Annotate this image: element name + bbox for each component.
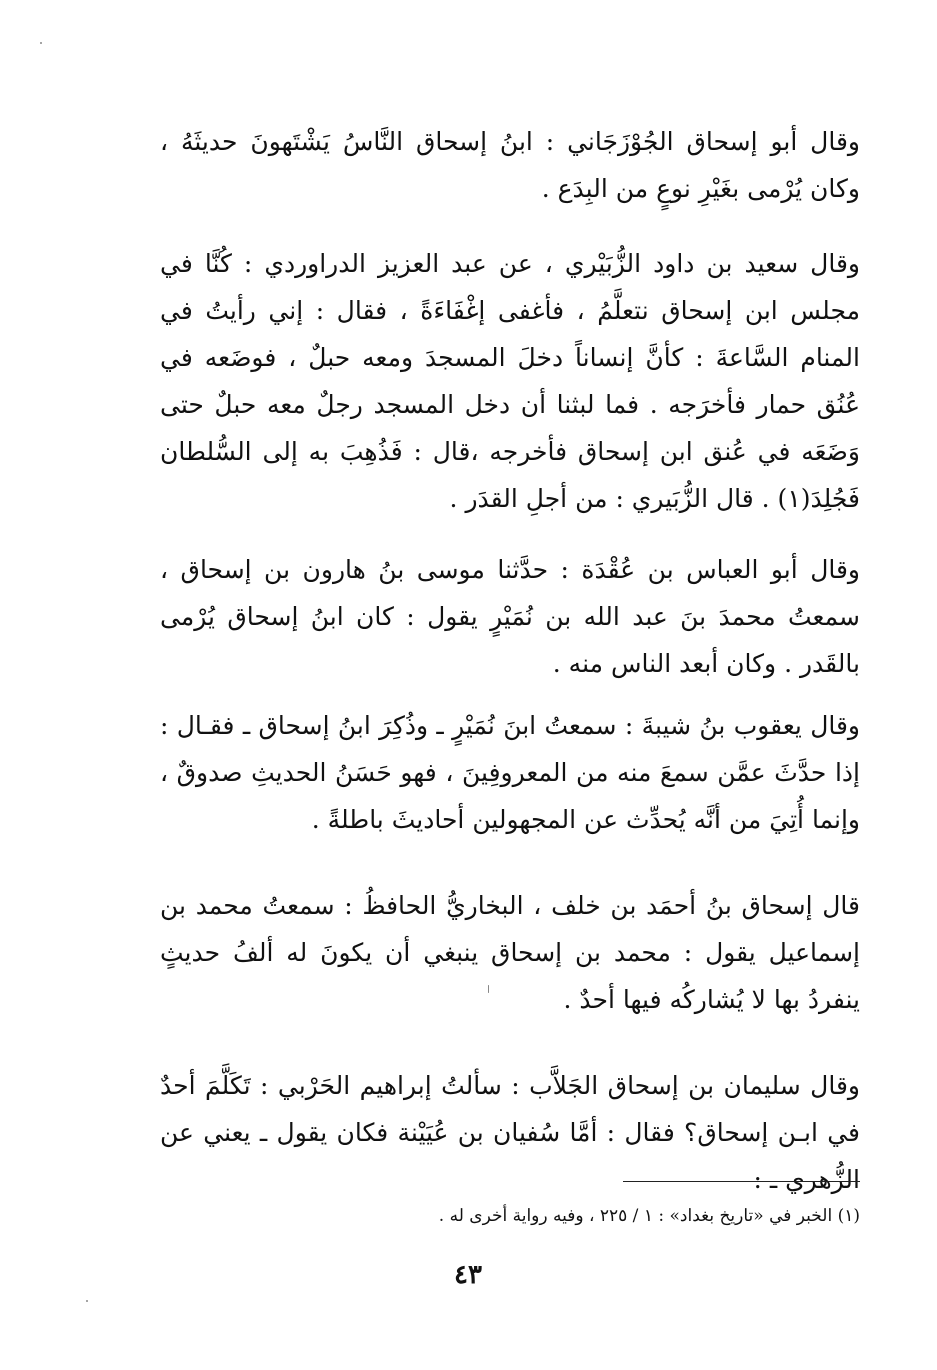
- scan-speck: [40, 42, 42, 44]
- paragraph-text: وقال سليمان بن إسحاق الجَلاَّب : سألتُ إبراهيم الحَرْبي : تَكَلَّمَ أحدٌ في ابـن إسحاق؟ فقال : أمَّا سُفيان بن عُيَيْنة فكان يقول ـ يعني عن الزُّهري ـ :: [160, 1071, 860, 1194]
- body-paragraph: [160, 546, 860, 687]
- page-number: ٤٣: [454, 1260, 482, 1290]
- footnote: (١) الخبر في «تاريخ بغداد» : ١ / ٢٢٥ ، وفيه رواية أخرى له .: [438, 1206, 860, 1226]
- paragraph-text: وقال يعقوب بنُ شيبةَ : سمعتُ ابنَ نُمَيْرٍ ـ وذُكِرَ ابنُ إسحاق ـ فقـال : إذا حدَّثَ عمَّن سمعَ منه من المعروفِينَ ، فهو حَسَنُ الحديثِ صدوقٌ ، وإنما أُتِيَ من أنَّه يُحدِّث عن المجهولين أحاديثَ باطلةً .: [160, 711, 860, 834]
- body-paragraph: [160, 118, 860, 212]
- body-paragraph: [160, 702, 860, 843]
- body-paragraph: [160, 240, 860, 522]
- paragraph-text: وقال سعيد بن داود الزُّبَيْري ، عن عبد العزيز الدراوردي : كُنَّا في مجلس ابن إسحاق نتعلَّمُ ، فأغفى إغْفَاءَةً ، فقال : إني رأيتُ في المنام السَّاعةَ : كأنَّ إنساناً دخلَ المسجدَ ومعه حبلٌ ، فوضَعه في عُنُق حمار فأخرَجه . فما لبثنا أن دخل المسجد رجلٌ معه حبلٌ حتى وَضَعَه في عُنق ابن إسحاق فأخرجه ،قال : فَذُهِبَ به إلى السُّلطان فَجُلِدَ(١) . قال الزُّبَيري : من أجلِ القدَر .: [160, 249, 860, 513]
- paragraph-text: قال إسحاق بنُ أحمَد بن خلف ، البخاريُّ الحافظُ : سمعتُ محمد بن إسماعيل يقول : محمد بن إسحاق ينبغي أن يكونَ له ألفُ حديثٍ ينفردُ بها لا يُشاركُه فيها أحدٌ .: [160, 891, 860, 1014]
- paragraph-text: وقال أبو العباس بن عُقْدَة : حدَّثنا موسى بنُ هارون بن إسحاق ، سمعتُ محمدَ بنَ عبد الله بن نُمَيْرٍ يقول : كان ابنُ إسحاق يُرْمى بالقَدر . وكان أبعد الناس منه .: [160, 555, 860, 678]
- body-paragraph: [160, 882, 860, 1023]
- footnote-divider: [623, 1181, 860, 1182]
- paragraph-text: وقال أبو إسحاق الجُوْزَجَاني : ابنُ إسحاق النَّاسُ يَشْتَهونَ حديثَهُ ، وكان يُرْمى بغَيْرِ نوعٍ من البِدَع .: [160, 127, 860, 203]
- scan-speck: [86, 1300, 88, 1302]
